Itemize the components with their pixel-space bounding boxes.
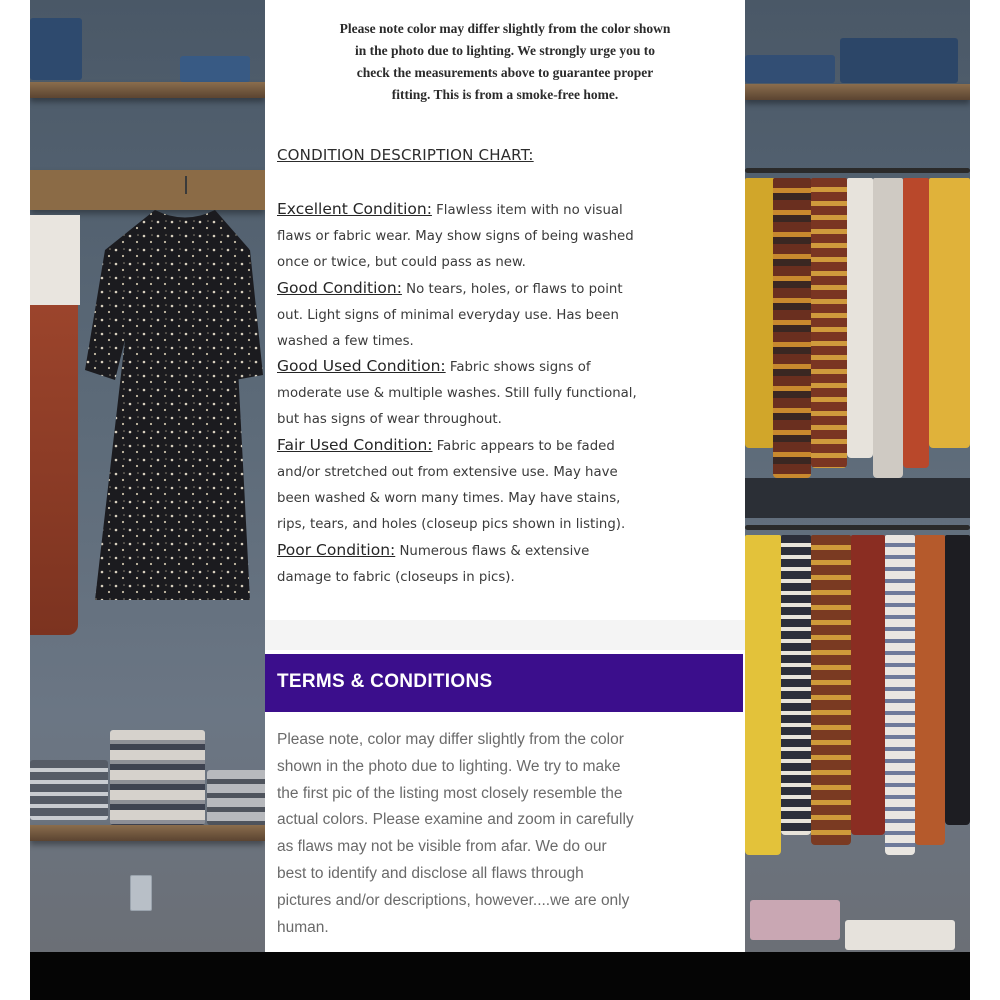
condition-desc: damage to fabric (closeups in pics).	[277, 569, 515, 585]
terms-title: TERMS & CONDITIONS	[277, 671, 493, 692]
bottom-black-bar	[30, 952, 970, 1000]
info-document-panel	[265, 0, 745, 952]
notice-line: check the measurements above to guarantee proper	[356, 65, 654, 80]
folded-pink-items	[750, 900, 840, 940]
folded-jeans-left	[30, 18, 82, 80]
terms-line: actual colors. Please examine and zoom in carefully	[277, 811, 634, 829]
condition-label: Good Condition:	[277, 278, 402, 297]
notice-line: fitting. This is from a smoke-free home.	[391, 87, 619, 102]
condition-desc: No tears, holes, or flaws to point	[406, 281, 623, 297]
condition-item-good-used	[277, 354, 739, 433]
terms-line: the first pic of the listing most closely resemble the	[277, 784, 623, 802]
condition-desc: flaws or fabric wear. May show signs of being washed	[277, 228, 634, 244]
condition-label: Excellent Condition:	[277, 200, 432, 218]
terms-line: shown in the photo due to lighting. We try to make	[277, 757, 621, 775]
condition-desc: out. Light signs of minimal everyday use. Has been	[277, 307, 619, 323]
condition-desc: rips, tears, and holes (closeup pics shown in listing).	[277, 516, 626, 532]
condition-chart-title: CONDITION DESCRIPTION CHART:	[277, 146, 534, 164]
right-upper-rod	[745, 168, 970, 173]
notice-line: Please note color may differ slightly from the color shown	[339, 21, 671, 36]
left-lower-shelf	[30, 825, 265, 841]
condition-desc: Flawless item with no visual	[436, 203, 623, 218]
notice-line: in the photo due to lighting. We strongly urge you to	[355, 43, 655, 58]
condition-desc: washed a few times.	[277, 333, 414, 349]
condition-desc: Fabric shows signs of	[449, 360, 591, 376]
right-upper-shelf	[745, 84, 970, 100]
right-mid-shadow	[745, 478, 970, 518]
folded-sweater	[30, 760, 108, 820]
white-top	[30, 215, 80, 305]
condition-label: Fair Used Condition:	[277, 436, 433, 455]
color-notice	[277, 18, 733, 106]
terms-header-bar	[265, 654, 743, 712]
condition-desc: and/or stretched out from extensive use. May have	[277, 465, 618, 481]
folded-sweater-3	[207, 770, 267, 825]
terms-line: human.	[277, 918, 329, 936]
condition-label: Poor Condition:	[277, 540, 396, 559]
terms-line: as flaws may not be visible from afar. We do our	[277, 838, 607, 856]
right-upper-garments	[745, 178, 970, 478]
wall-outlet	[130, 875, 152, 911]
panel-divider-strip	[265, 620, 745, 650]
condition-desc: Numerous flaws & extensive	[399, 543, 590, 559]
folded-white-items	[845, 920, 955, 950]
right-lower-garments	[745, 535, 970, 865]
condition-desc: once or twice, but could pass as new.	[277, 254, 526, 270]
condition-item-fair-used	[277, 433, 739, 538]
left-upper-shelf	[30, 82, 265, 98]
terms-line: Please note, color may differ slightly from the color	[277, 731, 624, 748]
condition-list	[277, 197, 739, 591]
condition-label: Good Used Condition:	[277, 357, 446, 376]
folded-sweater-2	[110, 730, 205, 825]
condition-item-good	[277, 276, 739, 355]
condition-item-excellent	[277, 197, 739, 276]
floral-dress	[85, 190, 265, 610]
folded-jeans-right	[745, 55, 835, 83]
terms-line: best to identify and disclose all flaws through	[277, 864, 584, 882]
condition-desc: Fabric appears to be faded	[436, 439, 615, 455]
condition-desc: moderate use & multiple washes. Still fully functional,	[277, 386, 637, 402]
condition-item-poor	[277, 538, 739, 591]
terms-body	[277, 727, 733, 941]
condition-desc: been washed & worn many times. May have stains,	[277, 490, 621, 506]
condition-desc: but has signs of wear throughout.	[277, 412, 502, 428]
terms-line: pictures and/or descriptions, however....we are only	[277, 891, 630, 909]
right-lower-rod	[745, 525, 970, 530]
folded-jeans-right-2	[840, 38, 958, 83]
folded-jeans-left-2	[180, 56, 250, 82]
